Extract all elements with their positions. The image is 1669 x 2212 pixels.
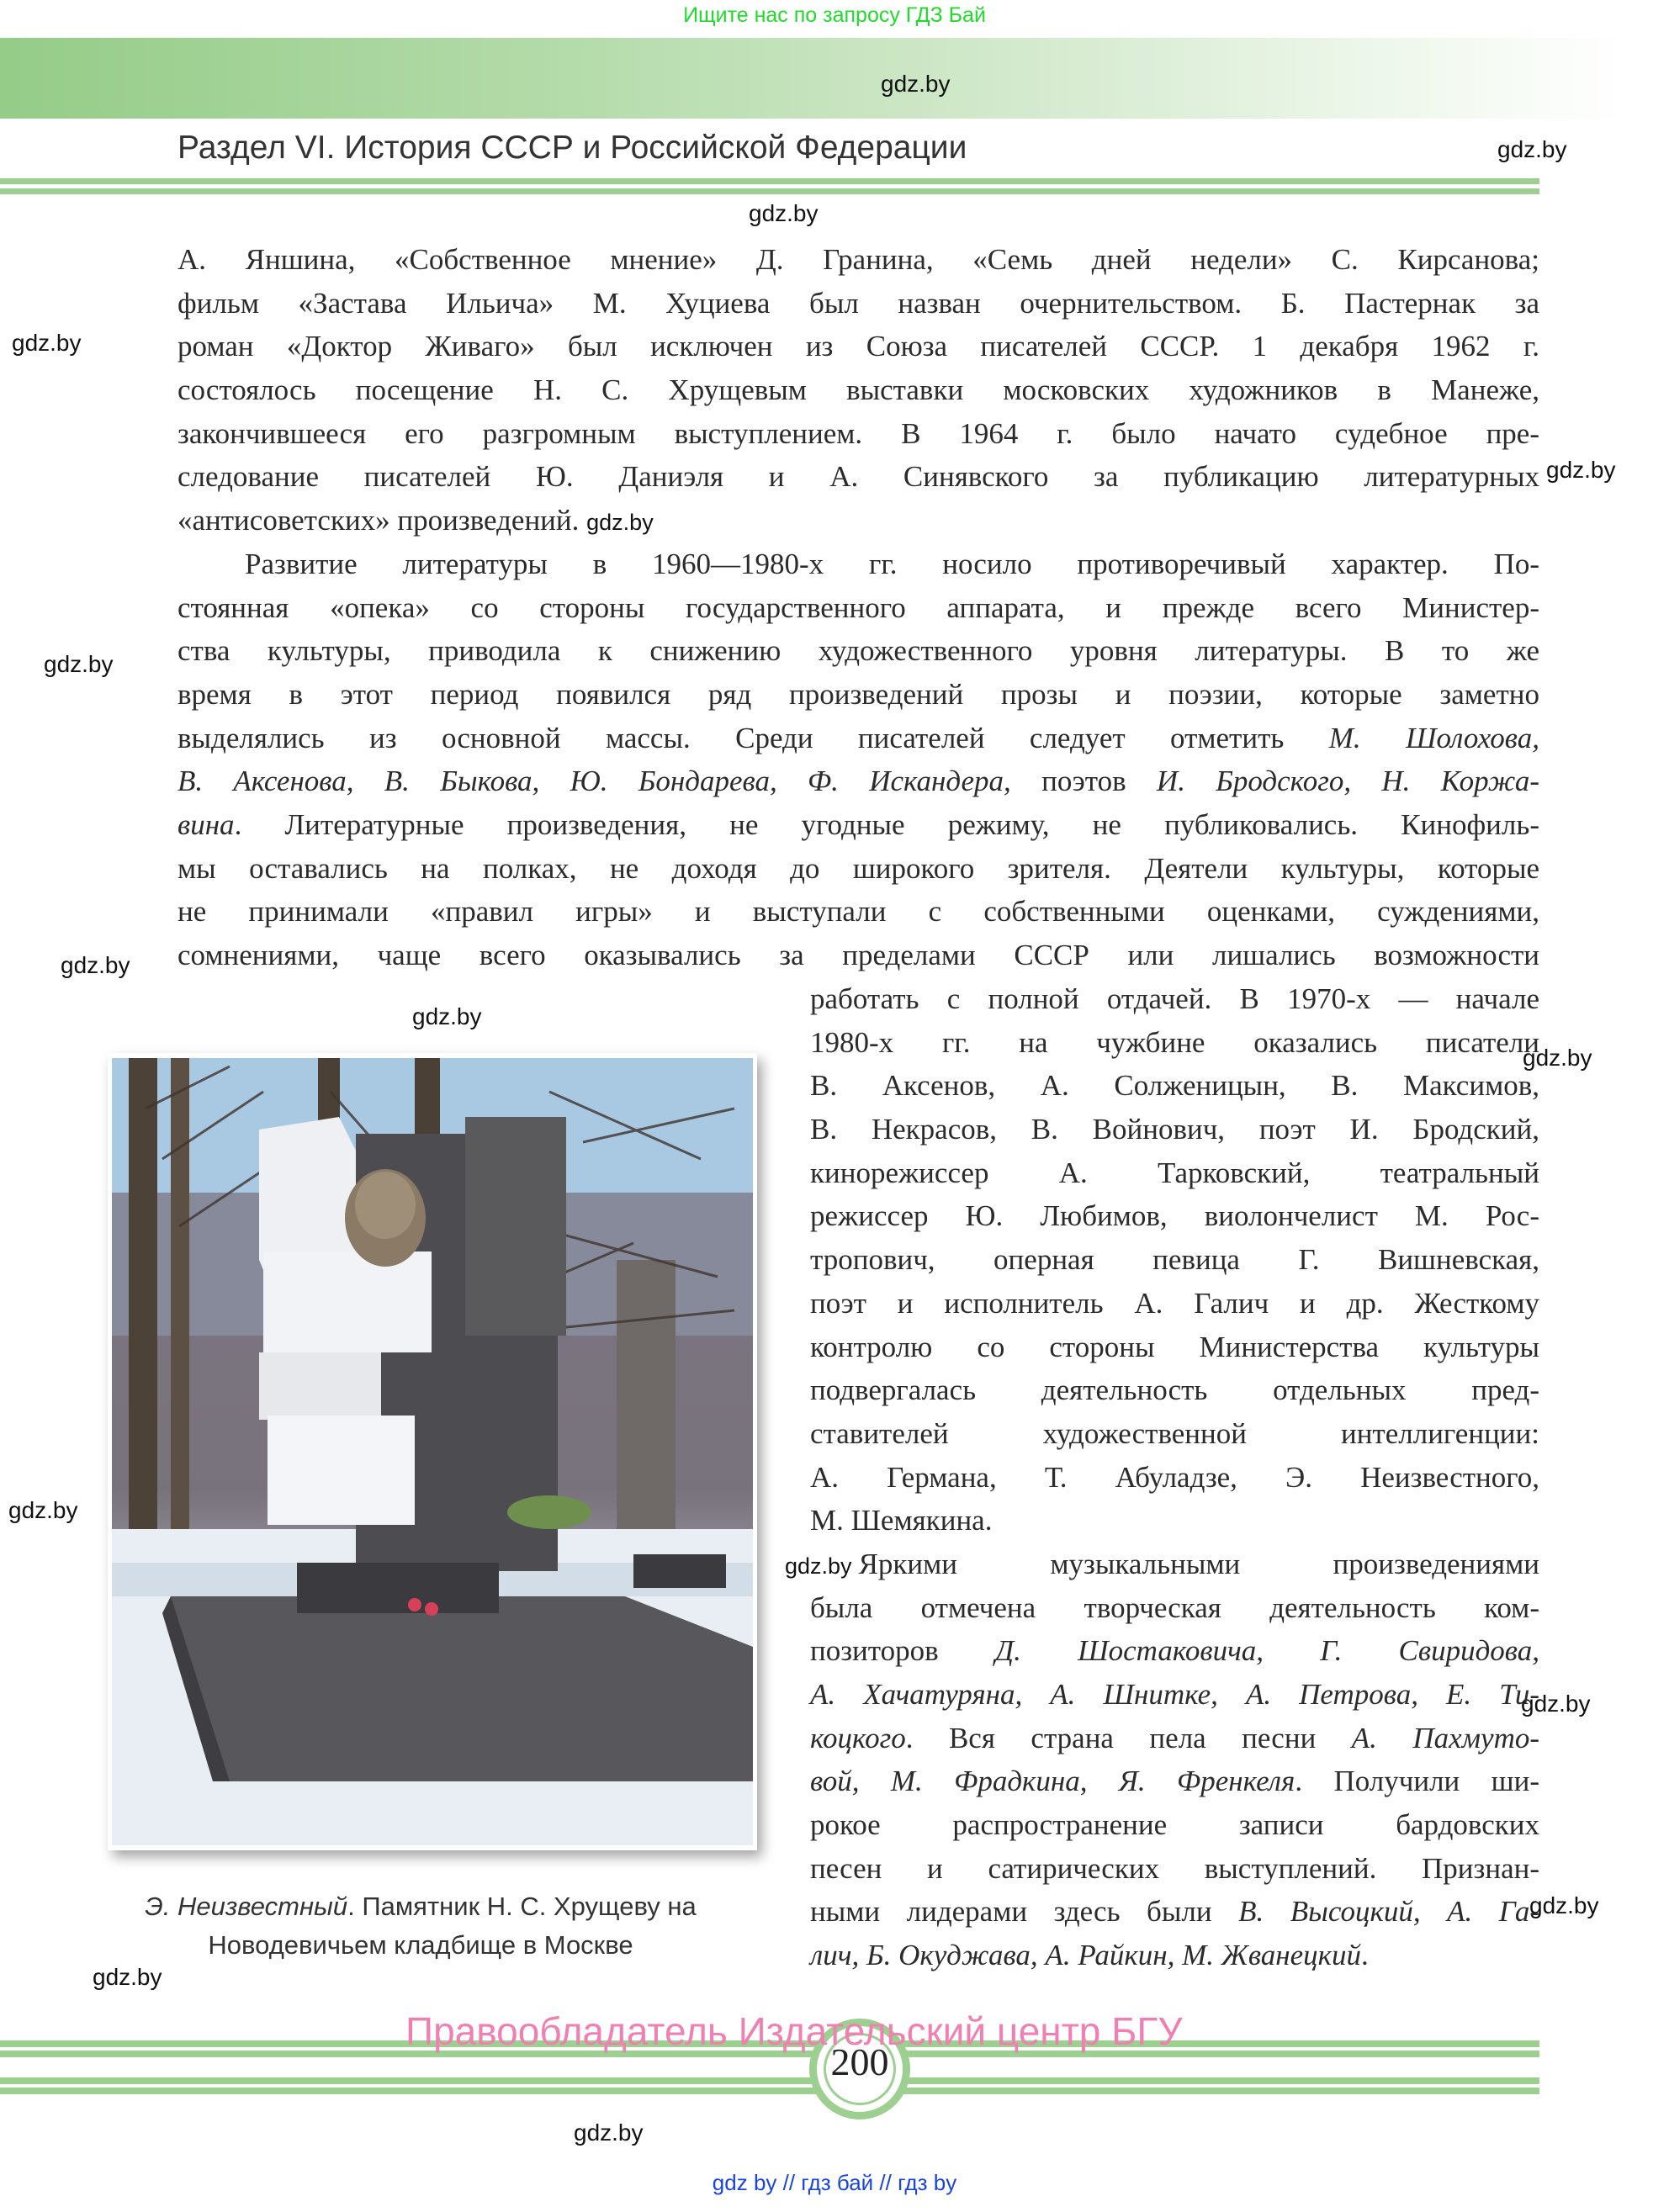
text-line: М. Шемякина. — [810, 1504, 993, 1537]
italic-name: М. Шолохова, — [1328, 721, 1539, 754]
photo-illustration — [112, 1058, 753, 1845]
text-fragment: . Вся страна пела песни — [905, 1721, 1352, 1754]
text-line: не принимали «правил игры» и выступали с собственными оценками, суждениями, — [177, 895, 1539, 929]
text-line: 1980-х гг. на чужбине оказались писатели — [810, 1025, 1539, 1059]
italic-name: вина — [177, 807, 235, 841]
text-line: тропович, оперная певица Г. Вишневская, — [810, 1243, 1539, 1277]
text-line — [810, 1673, 1539, 1717]
watermark: gdz.by — [1497, 136, 1567, 162]
watermark: gdz.by — [8, 1497, 78, 1523]
watermark: gdz.by — [785, 1553, 852, 1579]
text-line: состоялось посещение Н. С. Хрущевым выставки московских художников в Манеже, — [177, 373, 1539, 407]
text-line — [810, 1760, 1539, 1803]
text-line: А. Германа, Т. Абуладзе, Э. Неизвестного, — [810, 1460, 1539, 1494]
italic-name: В. Высоцкий, А. Га- — [1238, 1895, 1539, 1929]
text-line: ства культуры, приводила к снижению художественного уровня литературы. В то же — [177, 634, 1539, 668]
text-line: фильм «Застава Ильича» М. Хуциева был назван очернительством. Б. Пастернак за — [177, 286, 1539, 320]
text-line: следование писателей Ю. Даниэля и А. Синявского за публикацию литературных — [177, 460, 1539, 494]
italic-name: коцкого — [810, 1721, 906, 1754]
text-line: кинорежиссер А. Тарковский, театральный — [810, 1156, 1539, 1189]
watermark: gdz.by — [61, 952, 130, 978]
watermark: gdz.by — [586, 510, 654, 536]
watermark: gdz.by — [1523, 1045, 1592, 1071]
italic-name: В. Аксенова, В. Быкова, Ю. Бондарева, Ф. Искандера, — [177, 765, 1011, 798]
text-line: была отмечена творческая деятельность ком- — [810, 1590, 1539, 1624]
top-promo-text: Ищите нас по запросу ГДЗ Бай — [683, 3, 986, 27]
header-rule-top — [0, 178, 1539, 184]
text-line: работать с полной отдачей. В 1970-х — начале — [810, 982, 1539, 1015]
text-line: В. Некрасов, В. Войнович, поэт И. Бродский, — [810, 1113, 1539, 1146]
text-fragment: . Литературные произведения, не угодные режиму, не публиковались. Кинофиль- — [234, 807, 1539, 841]
text-line — [810, 1890, 1539, 1934]
text-line — [177, 499, 1539, 542]
caption-line-1 — [126, 1887, 715, 1926]
watermark: gdz.by — [44, 651, 114, 677]
header-rule-bottom — [0, 188, 1539, 194]
text-line: контролю со стороны Министерства культуры — [810, 1330, 1539, 1363]
text-fragment: выделялись из основной массы. Среди писателей следует отметить — [177, 721, 1329, 754]
footer-rule — [0, 2088, 1539, 2094]
watermark: gdz.by — [1546, 457, 1616, 483]
watermark: gdz.by — [1529, 1892, 1599, 1918]
watermark: gdz.by — [93, 1964, 162, 1990]
footer-rule — [0, 2077, 1539, 2084]
text-line — [177, 717, 1539, 760]
text-line — [810, 1934, 1539, 1977]
italic-name: Д. Шостаковича, Г. Свиридова, — [994, 1634, 1539, 1668]
text-line — [177, 759, 1539, 803]
watermark: gdz.by — [1521, 1691, 1591, 1717]
italic-name: лич, Б. Окуджава, А. Райкин, М. Жванецкий — [810, 1939, 1362, 1972]
text-line: песен и сатирических выступлений. Признан- — [810, 1851, 1539, 1885]
text-line: подвергалась деятельность отдельных пред- — [810, 1373, 1539, 1407]
watermark: gdz.by — [412, 1003, 482, 1029]
figure-caption — [126, 1887, 715, 1965]
text-line: сомнениями, чаще всего оказывались за пределами СССР или лишались возможности — [177, 939, 1539, 971]
text-line: рокое распространение записи бардовских — [810, 1808, 1539, 1842]
text-line: роман «Доктор Живаго» был исключен из Союза писателей СССР. 1 декабря 1962 г. — [177, 330, 1539, 363]
italic-name: вой, М. Фрадкина, Я. Френкеля — [810, 1765, 1295, 1798]
watermark: gdz.by — [749, 200, 819, 226]
italic-name: А. Хачатуряна, А. Шнитке, А. Петрова, Е. Ти- — [810, 1678, 1539, 1711]
text-line: ставителей художественной интеллигенции: — [810, 1416, 1539, 1450]
text-line: Развитие литературы в 1960—1980-х гг. носило противоречивый характер. По- — [245, 547, 1539, 580]
photo-frame — [108, 1053, 757, 1850]
text-fragment: позиторов — [810, 1634, 995, 1668]
text-line — [177, 803, 1539, 847]
text-fragment: . — [1361, 1939, 1369, 1972]
text-line — [810, 1629, 1539, 1673]
text-line: стоянная «опека» со стороны государственного аппарата, и прежде всего Министер- — [177, 590, 1539, 624]
text-line: А. Яншина, «Собственное мнение» Д. Гранина, «Семь дней недели» С. Кирсанова; — [177, 243, 1539, 276]
text-line: поэт и исполнитель А. Галич и др. Жесткому — [810, 1286, 1539, 1320]
watermark: gdz.by — [881, 71, 951, 97]
caption-author: Э. Неизвестный — [145, 1892, 348, 1921]
text-line: закончившееся его разгромным выступлением. В 1964 г. было начато судебное пре- — [177, 416, 1539, 450]
rights-holder-watermark: Правообладатель Издательский центр БГУ — [405, 2009, 1183, 2053]
text-fragment: ными лидерами здесь были — [810, 1895, 1239, 1929]
caption-line-2: Новодевичьем кладбище в Москве — [208, 1930, 633, 1960]
text-line: время в этот период появился ряд произведений прозы и поэзии, которые заметно — [177, 677, 1539, 711]
text-fragment: поэтов — [1010, 765, 1157, 798]
page-number: 200 — [830, 2040, 889, 2083]
body-full-width — [177, 238, 1539, 977]
body-right-column — [785, 977, 1540, 1977]
text-line — [810, 1717, 1539, 1760]
italic-name: А. Пахмуто- — [1351, 1721, 1539, 1754]
watermark: gdz.by — [12, 330, 82, 356]
text-fragment: . Получили ши- — [1295, 1765, 1540, 1798]
italic-name: И. Бродского, Н. Коржа- — [1156, 765, 1539, 798]
text-line — [785, 1543, 1539, 1586]
header-band — [0, 38, 1628, 119]
text-line: мы оставались на полках, не доходя до широкого зрителя. Деятели культуры, которые — [177, 851, 1539, 885]
text-line: В. Аксенов, А. Солженицын, В. Максимов, — [810, 1069, 1539, 1103]
bottom-links[interactable]: gdz by // гдз бай // гдз by — [712, 2170, 957, 2195]
text-fragment: «антисоветских» произведений. — [177, 504, 580, 537]
caption-text: . Памятник Н. С. Хрущеву на — [347, 1892, 697, 1921]
section-title: Раздел VI. История СССР и Российской Федерации — [177, 130, 967, 166]
khrushchev-monument-photo — [112, 1058, 753, 1845]
text-line: режиссер Ю. Любимов, виолончелист М. Рос- — [810, 1199, 1539, 1233]
text-fragment: Яркими музыкальными произведениями — [858, 1547, 1539, 1580]
watermark: gdz.by — [574, 2119, 644, 2146]
